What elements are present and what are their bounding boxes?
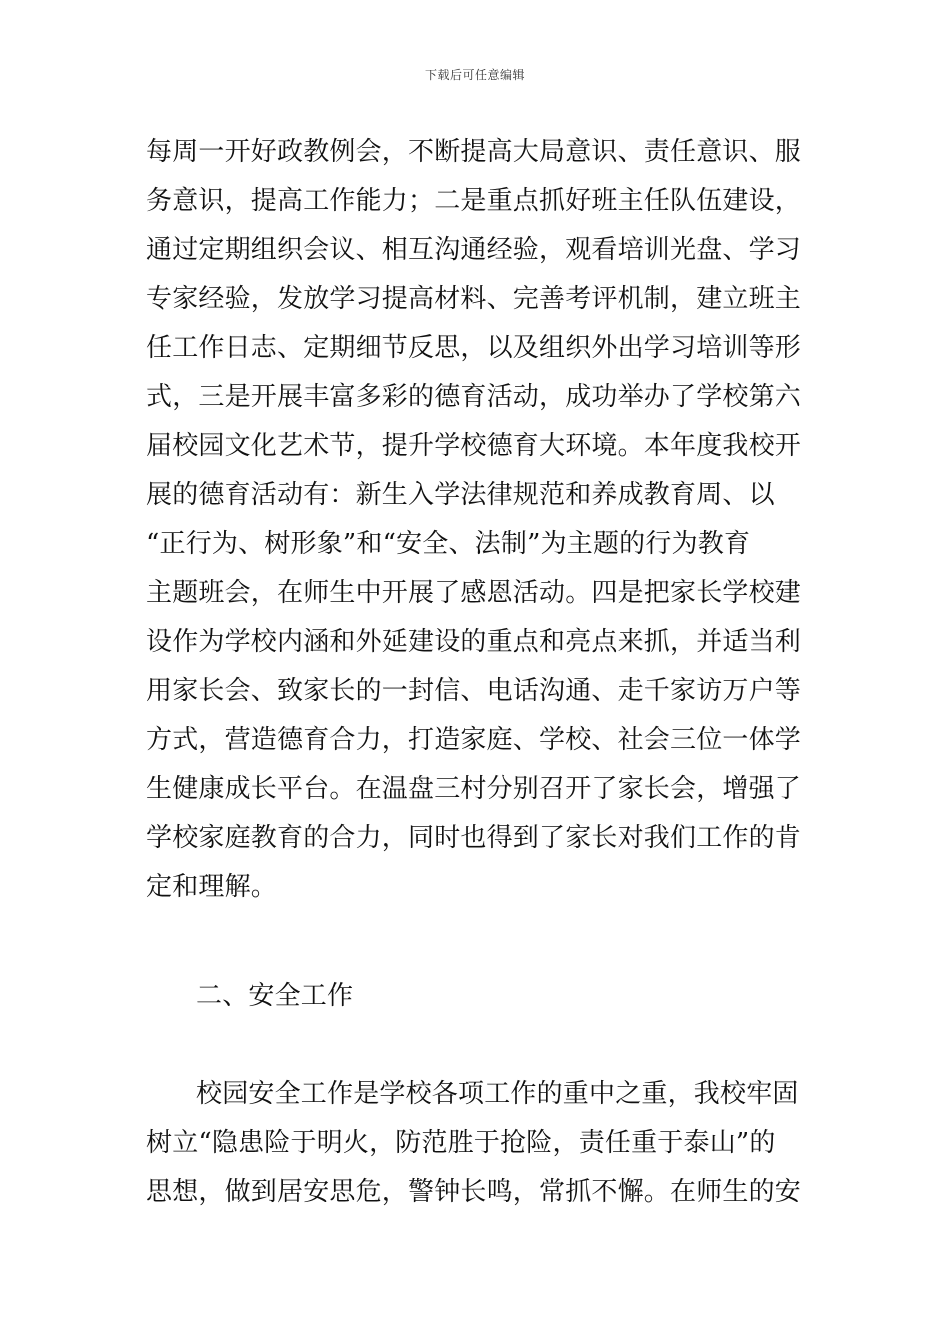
text-line: 务意识，提高工作能力；二是重点抓好班主任队伍建设，	[146, 186, 802, 216]
text-line: 专家经验，发放学习提高材料、完善考评机制，建立班主	[146, 284, 802, 314]
text-line: 主题班会，在师生中开展了感恩活动。四是把家长学校建	[146, 578, 802, 608]
text-line: 任工作日志、定期细节反思，以及组织外出学习培训等形	[146, 333, 802, 363]
text-line: 树立“隐患险于明火，防范胜于抢险，责任重于泰山”的	[146, 1128, 776, 1158]
text-line: 校园安全工作是学校各项工作的重中之重，我校牢固	[196, 1079, 799, 1109]
section-heading: 二、安全工作	[196, 981, 354, 1011]
text-line: 定和理解。	[146, 872, 278, 902]
text-line: 展的德育活动有：新生入学法律规范和养成教育周、以	[146, 480, 775, 510]
text-line: 用家长会、致家长的一封信、电话沟通、走千家访万户等	[146, 676, 802, 706]
text-line: 思想，做到居安思危，警钟长鸣，常抓不懈。在师生的安	[146, 1177, 802, 1207]
text-line: “正行为、树形象”和“安全、法制”为主题的行为教育	[146, 529, 751, 559]
text-line: 生健康成长平台。在温盘三村分别召开了家长会，增强了	[146, 774, 802, 804]
text-line: 通过定期组织会议、相互沟通经验，观看培训光盘、学习	[146, 235, 802, 265]
text-line: 式，三是开展丰富多彩的德育活动，成功举办了学校第六	[146, 382, 802, 412]
text-line: 届校园文化艺术节，提升学校德育大环境。本年度我校开	[146, 431, 802, 461]
text-line: 学校家庭教育的合力，同时也得到了家长对我们工作的肯	[146, 823, 802, 853]
text-line: 设作为学校内涵和外延建设的重点和亮点来抓，并适当利	[146, 627, 802, 657]
text-line: 方式，营造德育合力，打造家庭、学校、社会三位一体学	[146, 725, 802, 755]
text-line: 每周一开好政教例会，不断提高大局意识、责任意识、服	[146, 137, 802, 167]
page-header-note: 下载后可任意编辑	[424, 68, 525, 82]
